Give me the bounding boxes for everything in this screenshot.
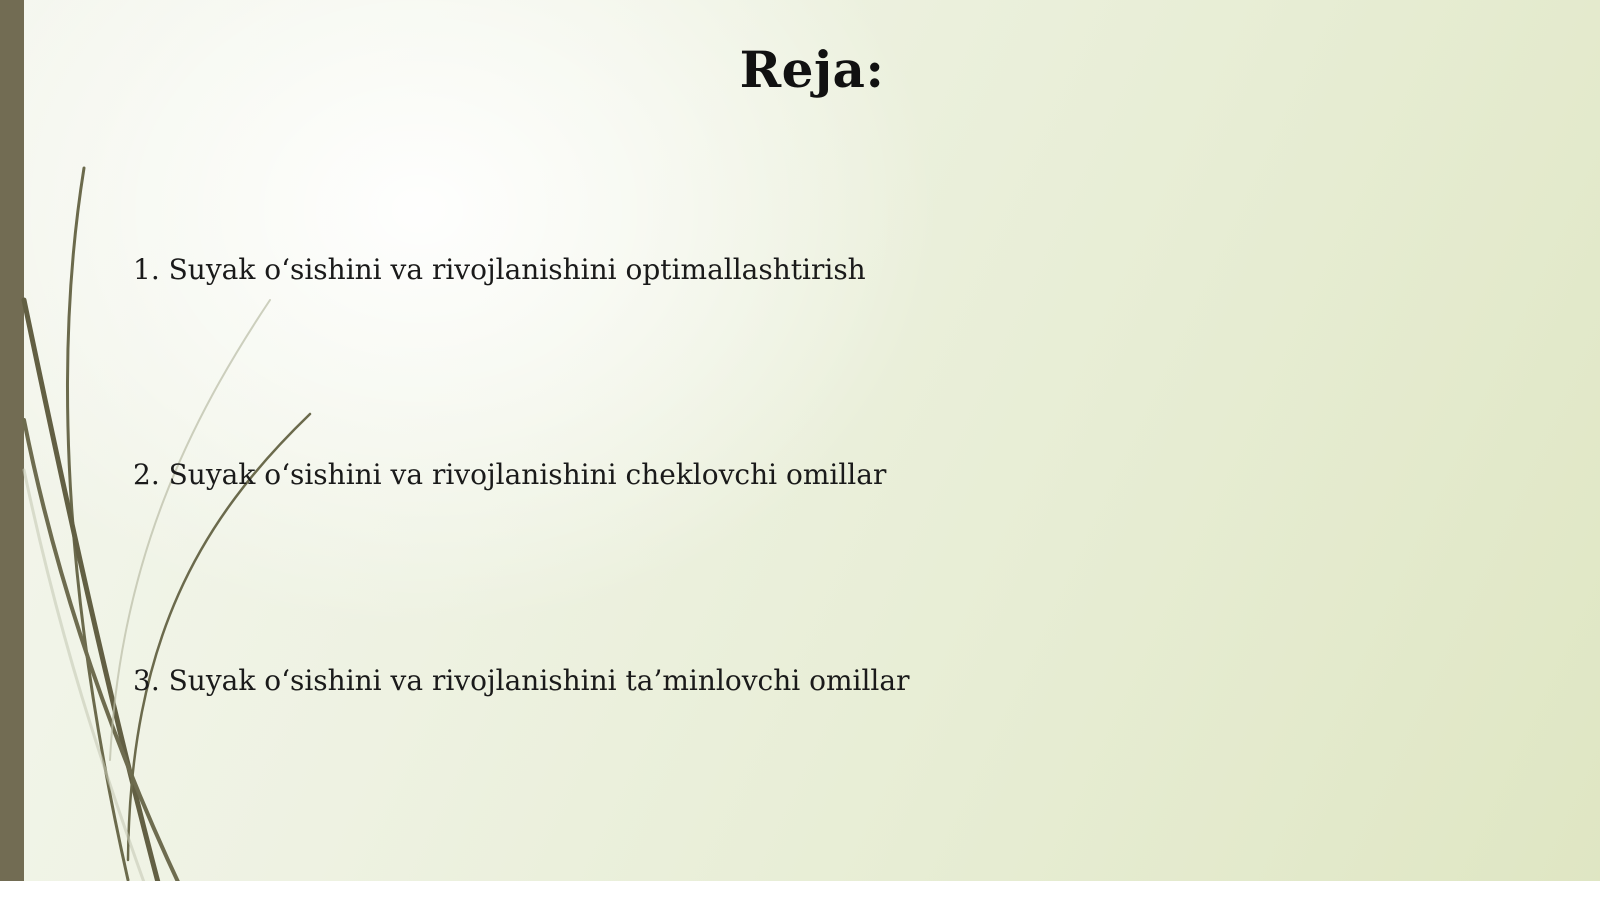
left-accent-band — [0, 0, 24, 899]
grass-blade — [24, 300, 160, 890]
grass-decoration — [0, 0, 420, 899]
grass-blade — [67, 168, 128, 880]
plan-item-1: 1. Suyak o‘sishini va rivojlanishini optimallashtirish — [133, 253, 866, 286]
plan-item-3: 3. Suyak o‘sishini va rivojlanishini ta’minlovchi omillar — [133, 664, 910, 697]
bottom-strip — [0, 881, 1600, 899]
plan-item-2: 2. Suyak o‘sishini va rivojlanishini cheklovchi omillar — [133, 458, 887, 491]
grass-blade — [24, 470, 150, 899]
slide-title: Reja: — [739, 40, 885, 99]
